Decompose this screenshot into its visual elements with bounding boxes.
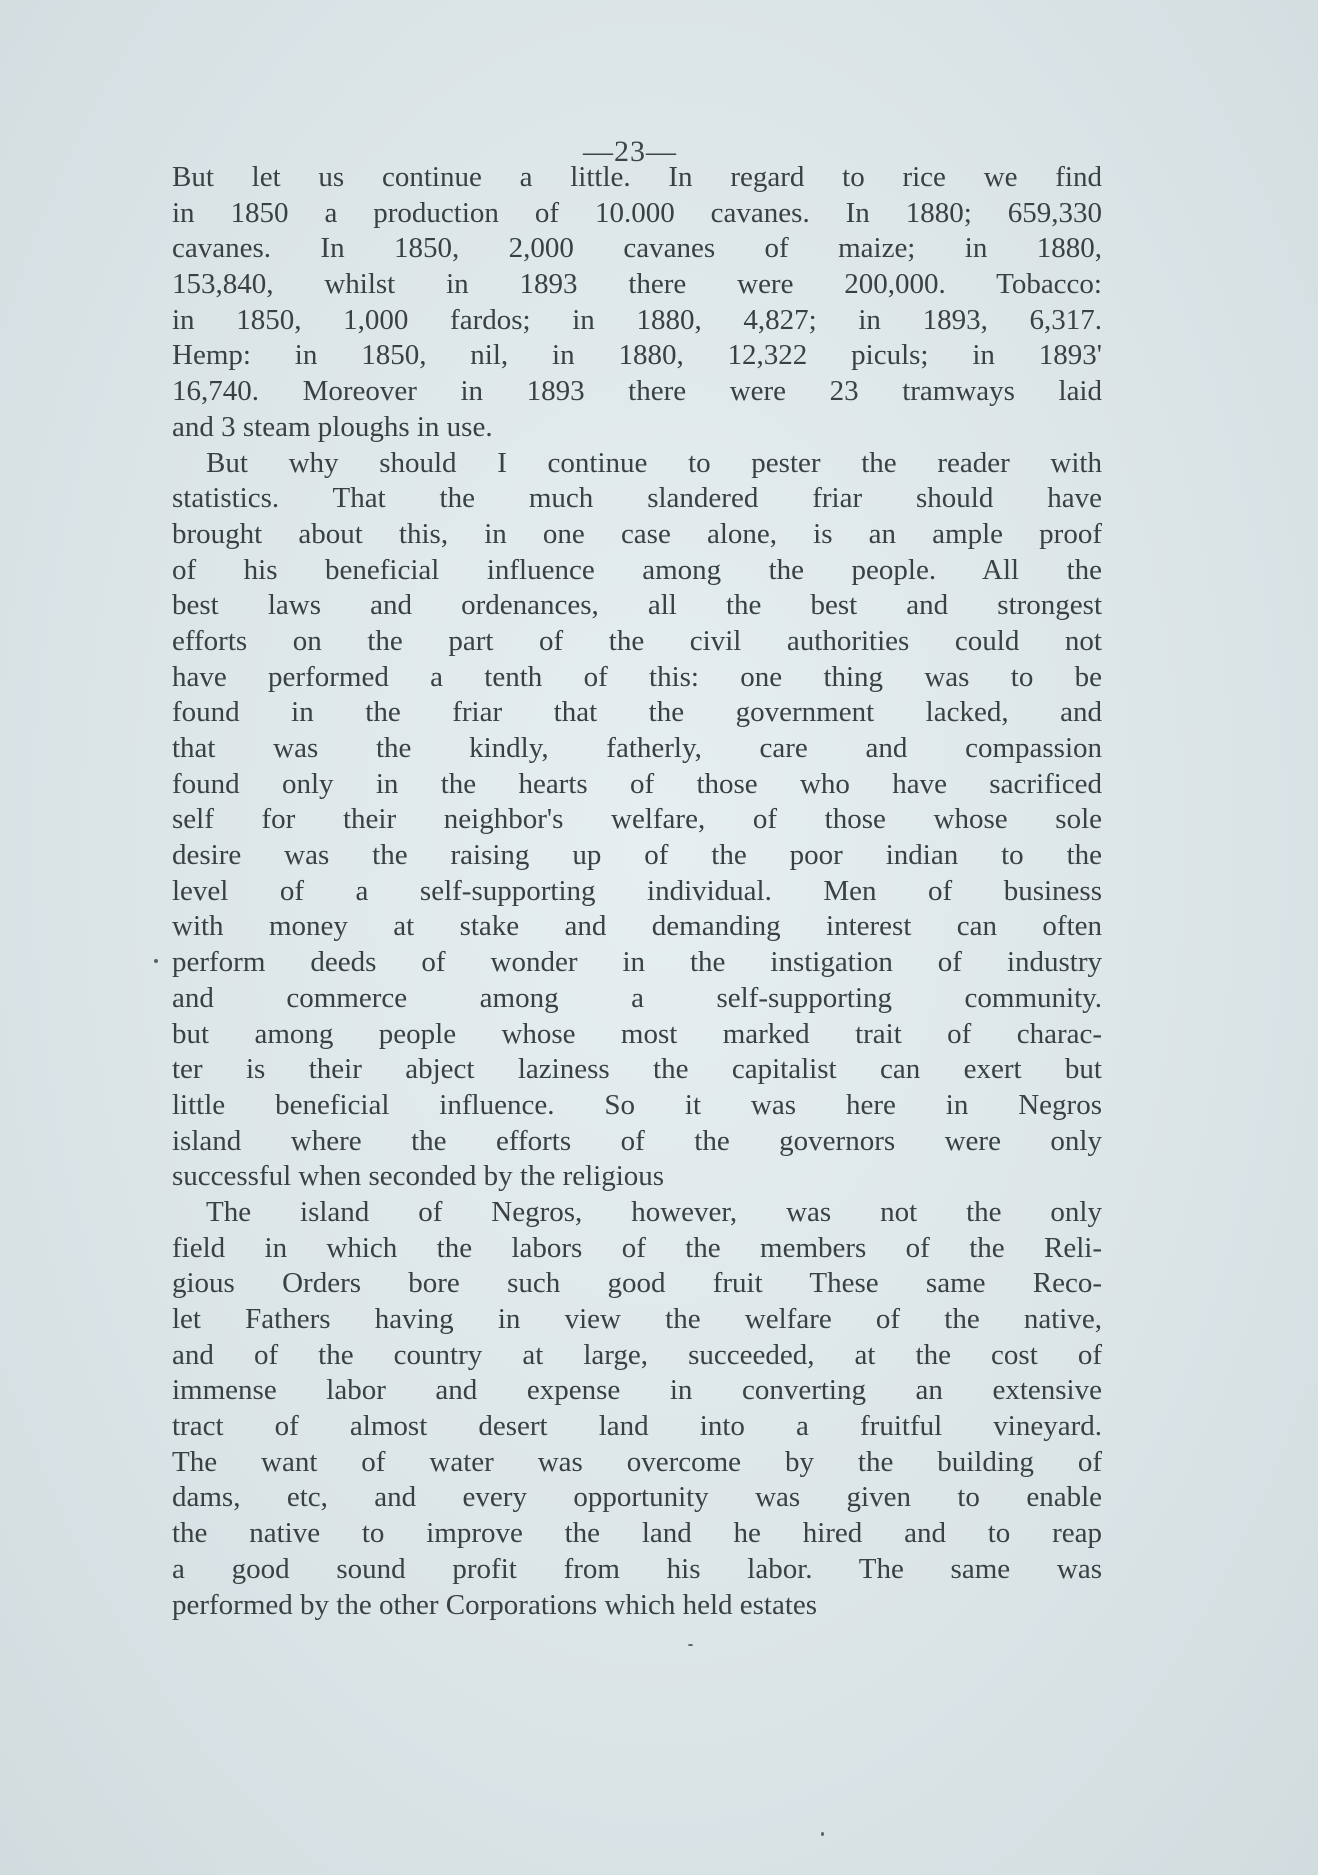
body-text (172, 160, 1102, 1623)
text-line: ter is their abject laziness the capitalist can exert but (172, 1053, 1102, 1086)
text-line: desire was the raising up of the poor indian to the (172, 839, 1102, 872)
text-line: and of the country at large, succeeded, at the cost of (172, 1338, 1102, 1371)
ink-speck (154, 959, 158, 963)
text-line: and 3 steam ploughs in use. (172, 410, 493, 443)
page-number: —23— (583, 135, 677, 168)
paragraph (172, 160, 1102, 446)
text-line: Hemp: in 1850, nil, in 1880, 12,322 piculs; in 1893' (172, 339, 1102, 372)
text-line: successful when seconded by the religious (172, 1160, 665, 1193)
ink-speck (688, 1644, 693, 1646)
text-line: of his beneficial influence among the people. All the (172, 553, 1102, 586)
text-line: efforts on the part of the civil authorities could not (172, 624, 1102, 657)
text-line: with money at stake and demanding interest can often (172, 910, 1102, 943)
text-line: tract of almost desert land into a fruitful vineyard. (172, 1410, 1102, 1443)
text-line: island where the efforts of the governors were only (172, 1124, 1102, 1157)
text-line: and commerce among a self-supporting community. (172, 981, 1102, 1014)
text-line: in 1850, 1,000 fardos; in 1880, 4,827; in 1893, 6,317. (172, 303, 1102, 336)
text-line: brought about this, in one case alone, is an ample proof (172, 517, 1102, 550)
text-line: performed by the other Corporations which held estates (172, 1588, 818, 1621)
paragraph (172, 446, 1102, 1195)
text-line: dams, etc, and every opportunity was given to enable (172, 1481, 1102, 1514)
text-line: a good sound profit from his labor. The same was (172, 1552, 1102, 1585)
text-line: perform deeds of wonder in the instigation of industry (172, 946, 1102, 979)
ink-speck (821, 1832, 824, 1836)
text-line: found in the friar that the government lacked, and (172, 696, 1102, 729)
text-line: gious Orders bore such good fruit These same Reco- (172, 1267, 1102, 1300)
text-line: 153,840, whilst in 1893 there were 200,000. Tobacco: (172, 268, 1102, 301)
text-line: But why should I continue to pester the reader with (206, 446, 1102, 479)
text-line: cavanes. In 1850, 2,000 cavanes of maize; in 1880, (172, 232, 1102, 265)
text-line: field in which the labors of the members of the Reli- (172, 1231, 1102, 1264)
text-line: but among people whose most marked trait of charac- (172, 1017, 1102, 1050)
text-line: that was the kindly, fatherly, care and compassion (172, 732, 1102, 764)
text-line: level of a self-supporting individual. Men of business (172, 874, 1102, 907)
text-line: self for their neighbor's welfare, of those whose sole (172, 803, 1102, 836)
text-line: The island of Negros, however, was not the only (206, 1195, 1102, 1228)
text-line: The want of water was overcome by the building of (172, 1445, 1102, 1478)
text-line: statistics. That the much slandered friar should have (172, 482, 1102, 515)
text-line: in 1850 a production of 10.000 cavanes. In 1880; 659,330 (172, 196, 1102, 229)
text-line: have performed a tenth of this: one thing was to be (172, 660, 1102, 693)
text-line: But let us continue a little. In regard to rice we find (172, 161, 1102, 193)
text-line: the native to improve the land he hired and to reap (172, 1517, 1102, 1550)
text-line: 16,740. Moreover in 1893 there were 23 tramways laid (172, 375, 1102, 408)
text-line: found only in the hearts of those who have sacrificed (172, 767, 1102, 800)
text-line: immense labor and expense in converting an extensive (172, 1374, 1102, 1407)
text-line: best laws and ordenances, all the best and strongest (172, 589, 1102, 622)
text-line: little beneficial influence. So it was here in Negros (172, 1088, 1102, 1121)
text-line: let Fathers having in view the welfare of the native, (172, 1303, 1102, 1335)
paragraph (172, 1195, 1102, 1623)
